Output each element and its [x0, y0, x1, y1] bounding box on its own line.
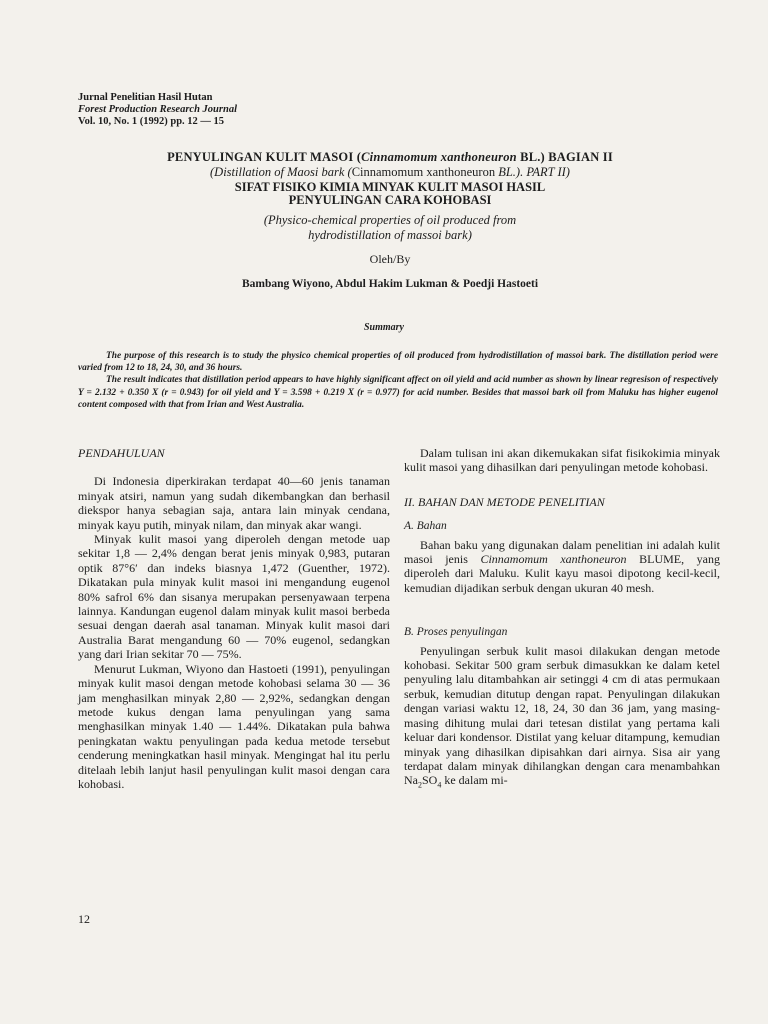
intro-para-1: Di Indonesia diperkirakan terdapat 40—60 jenis tanaman minyak atsiri, namun yang sudah dikembangkan dan berhasil diekspor hanya sebagian saja, antara lain minyak cendana, minyak kayu putih, minyak nilam, dan minyak akar wangi. [78, 474, 390, 532]
title-en-species: Cinnamomum xanthoneuron [351, 165, 496, 179]
title-en-prefix: (Distillation of Maosi bark ( [210, 165, 352, 179]
intro-para-2: Minyak kulit masoi yang diperoleh dengan metode uap sekitar 1,8 — 2,4% dengan berat jenis minyak 0,983, putaran optik 87°6′ dan indeks biasnya 1,472 (Guenther, 1972). Dikatakan pula minyak kulit masoi ini mengandung eugenol 80% safrol 6% dan sisanya merupakan persenyawaan terpena lainnya. Kandungan eugenol dalam minyak kulit masoi berbeda sesuai dengan daerah asal tanaman. Minyak kulit masoi dari Australia Barat mengandung 60 — 70% eugenol, sedangkan yang dari Irian sekitar 70 — 75%. [78, 532, 390, 662]
page-number: 12 [78, 912, 90, 926]
distillation-text: Penyulingan serbuk kulit masoi dilakukan dengan metode kohobasi. Sekitar 500 gram serbuk dimasukkan ke dalam ketel penyuling lalu ditambahkan air setinggi 4 cm di atas permukaan serbuk, kemudian ditutup dengan rapat. Penyulingan dilakukan dengan variasi waktu 12, 18, 24, 30 dan 36 jam, yang masing-masing dihitung mulai dari tetesan distilat yang pertama kali keluar dari kondensor. Distilat yang keluar ditampung, kemudian minyak yang dihasilkan dipisahkan dari airnya. Sisa air yang terdapat dalam minyak dihilangkan dengan cara menambahkan Na [404, 643, 720, 788]
journal-volume: Vol. 10, No. 1 (1992) pp. 12 — 15 [78, 116, 225, 127]
subscript-4: 4 [437, 780, 442, 790]
section-heading-methods: II. BAHAN DAN METODE PENELITIAN [404, 494, 605, 509]
materials-text-1: Bahan baku yang digunakan dalam penelitian ini adalah kulit masoi jenis [404, 537, 720, 567]
byline-label: Oleh/By [369, 252, 411, 266]
title-prefix: PENYULINGAN KULIT MASOI ( [167, 150, 362, 164]
section-heading-introduction: PENDAHULUAN [78, 446, 165, 460]
subsection-heading-materials: A. Bahan [404, 520, 447, 533]
right-column [404, 446, 720, 793]
title-en-suffix: BL.). PART II) [495, 165, 570, 179]
subtitle-line-1: SIFAT FISIKO KIMIA MINYAK KULIT MASOI HASIL [234, 180, 546, 194]
summary-para-2: The result indicates that distillation period appears to have highly significant affect on oil yield and acid number as shown by linear regresison of respectively Y = 2.132 + 0.350 X (r = 0.943) for oil yield and Y = 3.598 + 0.219 X (r = 0.977) for acid number. Besides that massoi bark oil from Maluku has higher eugenol content composed with that from Irian and West Australia. [78, 375, 718, 410]
paper-title [60, 150, 720, 165]
distillation-text-end: ke dalam mi- [441, 773, 508, 788]
journal-name-en: Forest Production Research Journal [78, 104, 237, 115]
paper-subtitle [60, 181, 720, 207]
distillation-para [404, 644, 720, 793]
subsection-heading-distillation: B. Proses penyulingan [404, 626, 508, 639]
materials-para [404, 538, 720, 596]
title-suffix: BL.) BAGIAN II [516, 150, 613, 164]
subtitle-line-2: PENYULINGAN CARA KOHOBASI [288, 193, 492, 207]
journal-name-id: Jurnal Penelitian Hasil Hutan [78, 92, 213, 103]
materials-text-2: BLUME, yang diperoleh dari Maluku. Kulit kayu masoi dipotong kecil-kecil, kemudian dijadikan serbuk dengan ukuran 40 mesh. [404, 552, 721, 595]
subscript-2: 2 [418, 780, 422, 790]
title-block [60, 150, 720, 290]
paper-subtitle-english [60, 213, 720, 243]
subtitle-en-line-2: hydrodistillation of massoi bark) [308, 228, 472, 242]
summary-heading: Summary [363, 322, 404, 333]
authors: Bambang Wiyono, Abdul Hakim Lukman & Poedji Hastoeti [241, 278, 539, 290]
materials-species: Cinnamomum xanthoneuron [480, 552, 627, 567]
journal-info [78, 92, 237, 128]
paper-title-english [60, 165, 720, 180]
formula-so: SO [422, 773, 438, 788]
summary-para-1: The purpose of this research is to study the physico chemical properties of oil produced from hydrodistillation of massoi bark. The distillation period were varied from 12 to 18, 24, 30, and 36 hours. [78, 351, 718, 374]
intro-para-3: Menurut Lukman, Wiyono dan Hastoeti (1991), penyulingan minyak kulit masoi dengan metode kohobasi selama 30 — 36 jam menghasilkan minyak 2,80 — 2,92%, sedangkan dengan metode kukus dengan lama penyulingan yang sama menghasilkan minyak 1.40 — 1.44%. Dikatakan pula bahwa peningkatan waktu penyulingan pada kedua metode tersebut cenderung meningkatkan hasil minyak. Mengingat hal itu perlu ditelaah lebih lanjut hasil penyulingan kulit masoi dengan cara kohobasi. [78, 661, 390, 791]
title-species: Cinnamomum xanthoneuron [361, 150, 517, 164]
summary-abstract [78, 350, 718, 411]
intro-para-4: Dalam tulisan ini akan dikemukakan sifat fisikokimia minyak kulit masoi yang dihasilkan dari penyulingan metode kohobasi. [404, 446, 720, 475]
subtitle-en-line-1: (Physico-chemical properties of oil produced from [263, 213, 517, 227]
left-column [78, 446, 390, 791]
